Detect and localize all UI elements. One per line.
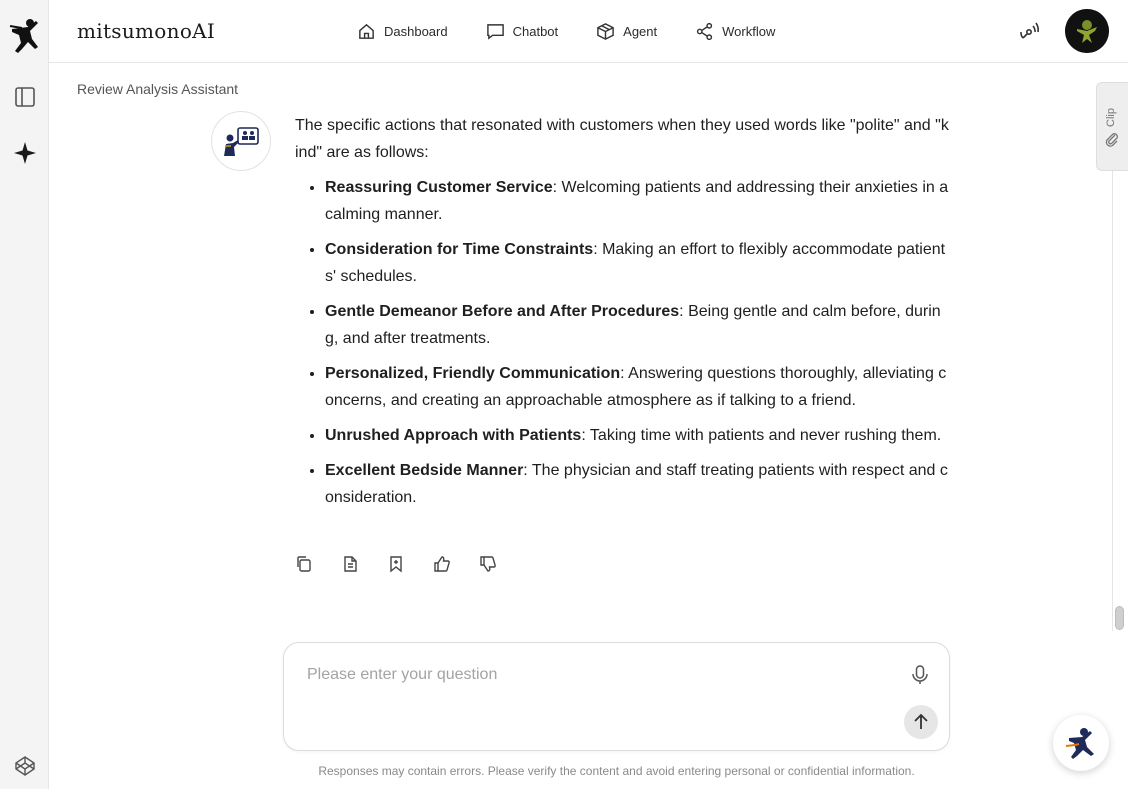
nav-chatbot-label: Chatbot bbox=[512, 23, 559, 39]
list-item-title: Unrushed Approach with Patients bbox=[325, 427, 582, 444]
home-icon bbox=[357, 22, 376, 41]
list-item bbox=[325, 298, 951, 352]
list-item-text: : Making an effort to flexibly accommodate patients' schedules. bbox=[325, 241, 946, 285]
list-item-text: : Answering questions thoroughly, alleviating concerns, and creating an approachable atmosphere as if talking to a friend. bbox=[325, 365, 947, 409]
list-item bbox=[325, 236, 951, 290]
assistant-avatar bbox=[211, 111, 271, 171]
list-item-text: : The physician and staff treating patients with respect and consideration. bbox=[325, 462, 948, 506]
ninja-mascot-icon bbox=[1063, 726, 1099, 760]
nav-chatbot[interactable] bbox=[486, 19, 559, 43]
page-title: Review Analysis Assistant bbox=[77, 81, 239, 97]
list-item bbox=[325, 360, 951, 414]
message-actions bbox=[295, 555, 525, 573]
list-item-title: Consideration for Time Constraints bbox=[325, 241, 594, 258]
left-rail bbox=[0, 0, 49, 789]
message-intro: The specific actions that resonated with customers when they used words like "polite" and "kind" are as follows: bbox=[295, 117, 949, 161]
toggle-sidebar-icon[interactable] bbox=[12, 84, 37, 109]
question-composer bbox=[283, 642, 950, 751]
clip-label: Clip bbox=[1105, 108, 1117, 127]
codepen-icon[interactable] bbox=[12, 753, 37, 778]
list-item bbox=[325, 422, 951, 449]
bookmark-add-icon[interactable] bbox=[387, 555, 405, 573]
cube-icon bbox=[596, 22, 615, 41]
arrow-up-icon bbox=[912, 713, 930, 731]
list-item-text: : Being gentle and calm before, during, and after treatments. bbox=[325, 303, 941, 347]
top-header bbox=[49, 0, 1128, 63]
paperclip-icon bbox=[1104, 131, 1120, 147]
thumbs-down-icon[interactable] bbox=[479, 555, 497, 573]
assistant-message bbox=[295, 112, 951, 519]
list-item-title: Reassuring Customer Service bbox=[325, 179, 553, 196]
list-item-text: : Taking time with patients and never rushing them. bbox=[581, 427, 942, 444]
nav-dashboard-label: Dashboard bbox=[384, 23, 448, 39]
microphone-icon[interactable] bbox=[910, 664, 930, 686]
scrollbar-track bbox=[1112, 171, 1113, 631]
copy-icon[interactable] bbox=[295, 555, 313, 573]
ninja-logo-icon[interactable] bbox=[8, 17, 42, 55]
scrollbar-thumb[interactable] bbox=[1115, 606, 1124, 630]
assistant-presenter-icon bbox=[222, 124, 260, 158]
brand-name[interactable]: mitsumonoAI bbox=[77, 19, 216, 43]
main-nav bbox=[357, 19, 813, 43]
share-nodes-icon bbox=[695, 22, 714, 41]
list-item-title: Personalized, Friendly Communication bbox=[325, 365, 621, 382]
nav-workflow-label: Workflow bbox=[722, 23, 776, 39]
message-list bbox=[295, 174, 951, 511]
chat-bubble-icon bbox=[486, 22, 505, 41]
list-item-title: Gentle Demeanor Before and After Procedures bbox=[325, 303, 680, 320]
document-icon[interactable] bbox=[341, 555, 359, 573]
assistant-fab-button[interactable] bbox=[1053, 715, 1109, 771]
list-item-title: Excellent Bedside Manner bbox=[325, 462, 524, 479]
clip-tab[interactable] bbox=[1096, 82, 1128, 171]
nav-workflow[interactable] bbox=[695, 19, 775, 43]
list-item-text: : Welcoming patients and addressing their anxieties in a calming manner. bbox=[325, 179, 949, 223]
sparkle-icon[interactable] bbox=[12, 140, 37, 165]
user-avatar[interactable] bbox=[1065, 9, 1109, 53]
thumbs-up-icon[interactable] bbox=[433, 555, 451, 573]
nav-agent-label: Agent bbox=[623, 23, 658, 39]
send-button[interactable] bbox=[904, 705, 938, 739]
disclaimer-text: Responses may contain errors. Please verify the content and avoid entering personal or confidential information. bbox=[318, 764, 915, 778]
list-item bbox=[325, 457, 951, 511]
connection-signal-icon[interactable] bbox=[1017, 20, 1041, 44]
list-item bbox=[325, 174, 951, 228]
question-input[interactable] bbox=[307, 663, 877, 687]
nav-dashboard[interactable] bbox=[357, 19, 448, 43]
nav-agent[interactable] bbox=[596, 19, 657, 43]
